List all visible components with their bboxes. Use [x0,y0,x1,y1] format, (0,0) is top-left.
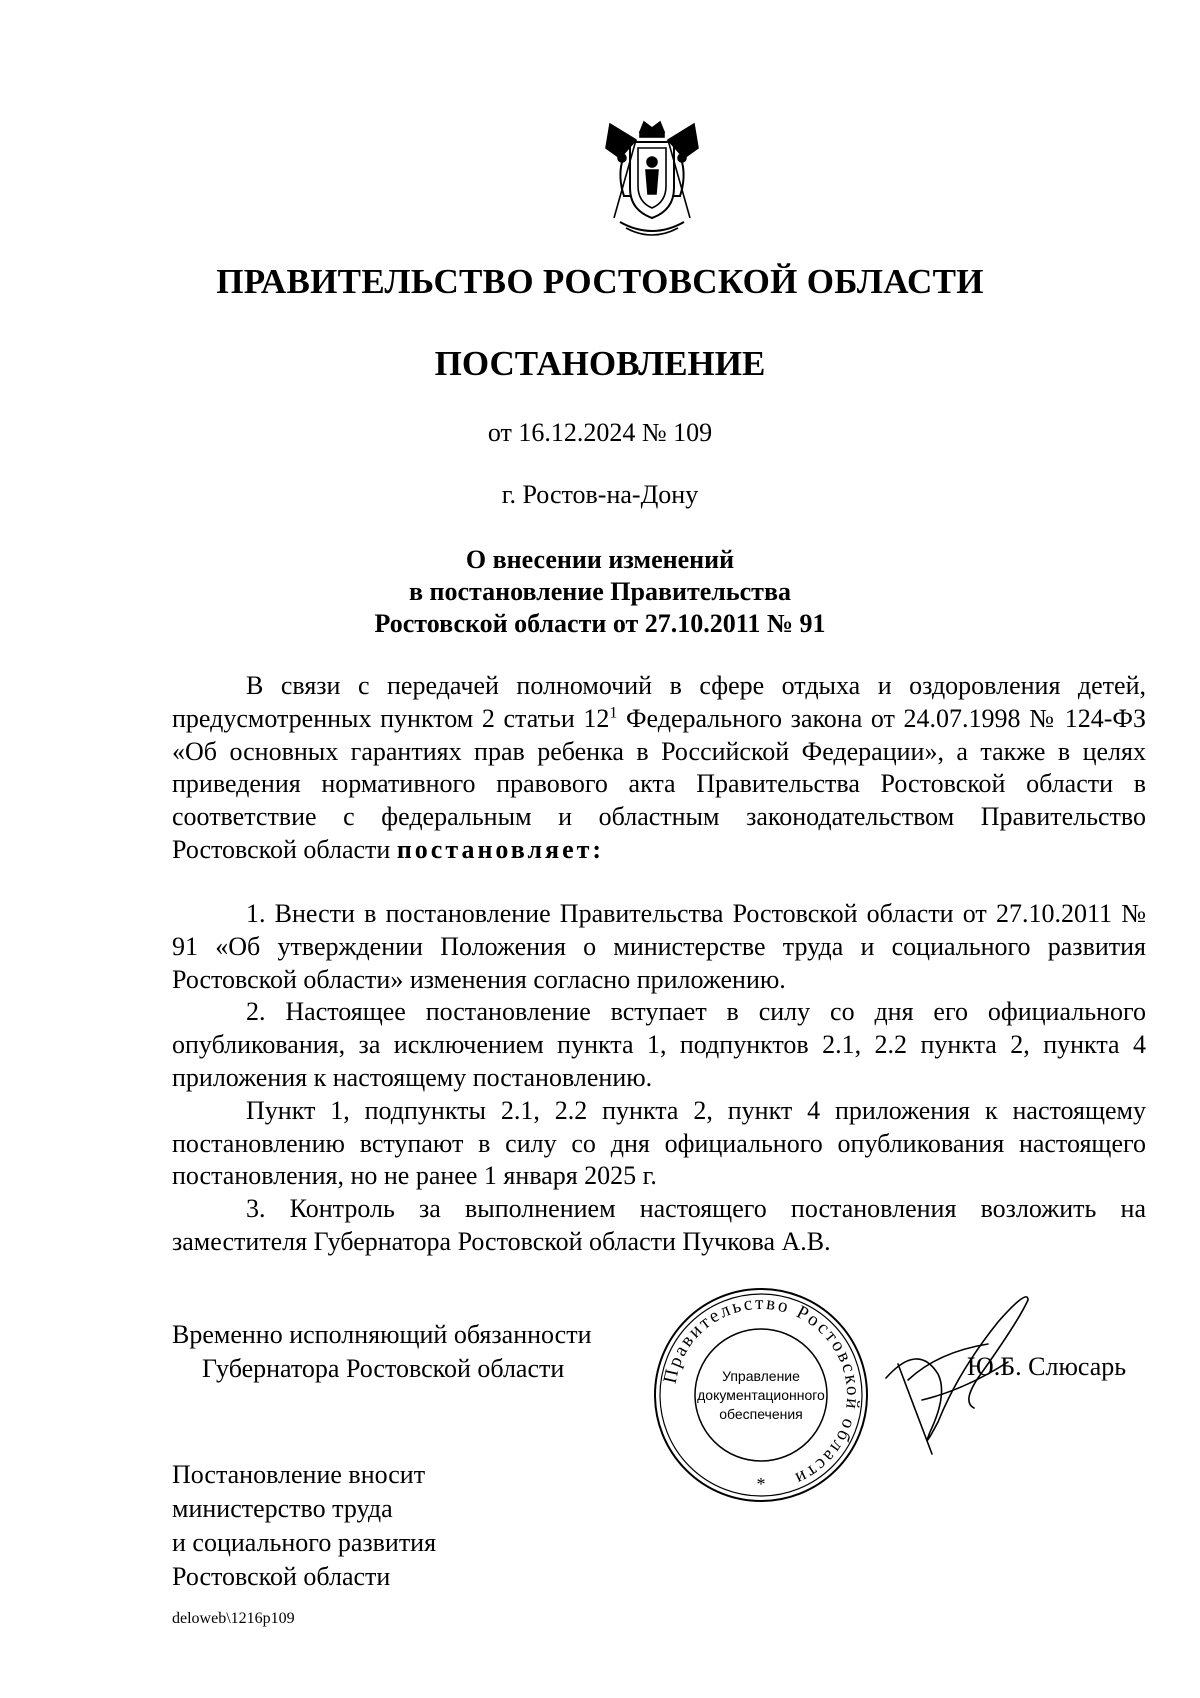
preamble [172,670,1146,867]
signatory-name: Ю.Б. Слюсарь [967,1352,1127,1381]
document-type-title: ПОСТАНОВЛЕНИЕ [434,344,766,383]
signatory-position-line: Временно исполняющий обязанности [172,1320,592,1349]
submitter-block [172,1458,436,1594]
resolution-item: Пункт 1, подпункты 2.1, 2.2 пункта 2, пункт 4 приложения к настоящему постановлению вступают в силу со дня официального опубликования настоящего постановления, но не ранее 1 января 2025 г. [172,1095,1146,1191]
document-subject [0,544,1200,640]
preamble-paragraph [172,670,1146,867]
stamp-ring-text: Правительство Ростовской области [659,1292,864,1490]
preamble-text-continued: Федерального закона от 24.07.1998 № 124-ФЗ «Об основных гарантиях прав ребенка в Российской Федерации», а также в целях приведения нормативного правового акта Правительства Ростовской области в соответствие с федеральным и областным законодательством Правительство Ростовской области [172,703,1146,864]
resolution-items [172,898,1146,1259]
stamp-center-line: обеспечения [719,1406,803,1422]
stamp-star: * [756,1474,766,1494]
resolution-item: 3. Контроль за выполнением настоящего постановления возложить на заместителя Губернатора Ростовской области Пучкова А.В. [172,1194,1146,1256]
official-stamp [650,1284,872,1506]
document-date-number: от 16.12.2024 № 109 [487,418,713,447]
resolution-item: 1. Внести в постановление Правительства Ростовской области от 27.10.2011 № 91 «Об утверждении Положения о министерстве труда и социального развития Ростовской области» изменения согласно приложению. [172,899,1146,994]
resolution-verb: постановляет: [396,834,605,864]
resolution-item: 2. Настоящее постановление вступает в силу со дня его официального опубликования, за исключением пункта 1, подпунктов 2.1, 2.2 пункта 2, пункта 4 приложения к настоящему постановлению. [172,997,1146,1092]
stamp-center-line: Управление [722,1368,800,1384]
footer-file-code: deloweb\1216p109 [172,1610,295,1627]
submitter-line: и социального развития [172,1528,437,1557]
preamble-text: В связи с передачей полномочий в сфере отдыха и оздоровления детей, предусмотренных пунктом 2 статьи 12 [172,671,1146,733]
subject-line: Ростовской области от 27.10.2011 № 91 [374,609,826,638]
subject-line: О внесении изменений [465,545,735,574]
stamp-center-line: документационного [697,1387,825,1403]
submitter-line: Ростовской области [172,1562,391,1591]
document-place: г. Ростов-на-Дону [501,480,699,509]
submitter-line: министерство труда [172,1494,393,1523]
submitter-line: Постановление вносит [172,1460,426,1489]
signatory-position-line: Губернатора Ростовской области [202,1354,565,1383]
article-superscript: 1 [609,704,618,722]
signatory-position [172,1318,642,1386]
subject-line: в постановление Правительства [408,577,791,606]
coat-of-arms-icon [600,118,704,240]
organization-title: ПРАВИТЕЛЬСТВО РОСТОВСКОЙ ОБЛАСТИ [216,262,984,301]
